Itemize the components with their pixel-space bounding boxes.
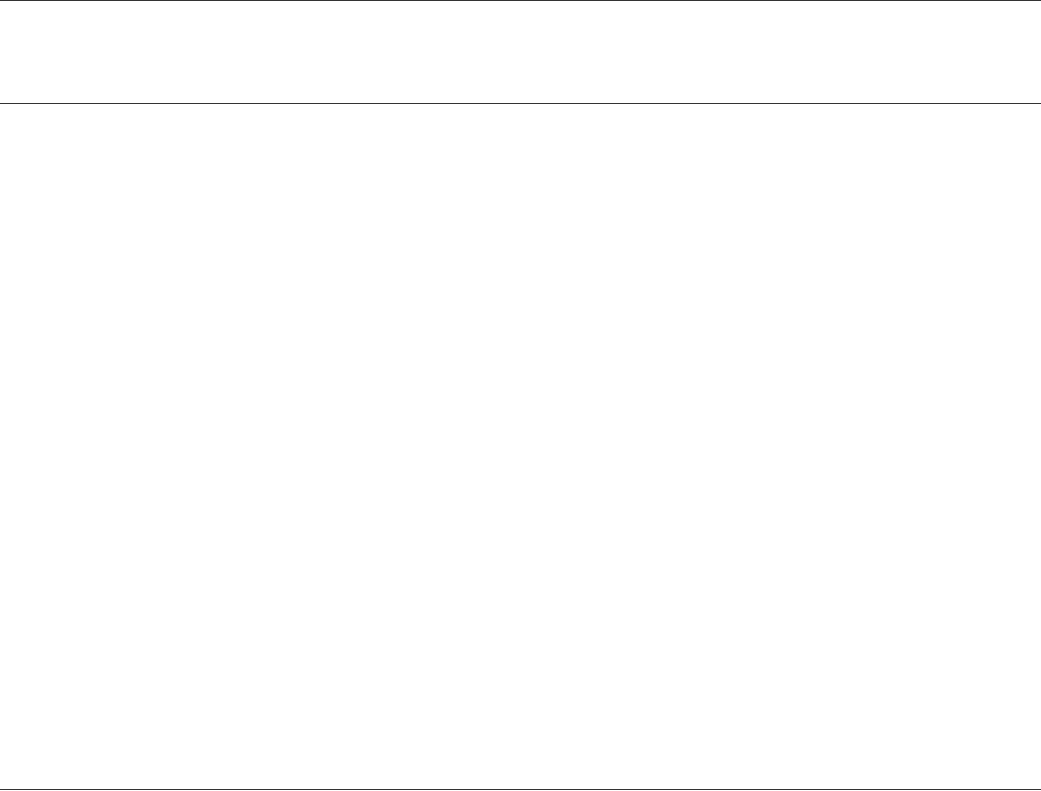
top-rule [0,0,1041,1]
header-rule [0,103,1041,104]
bottom-rule [0,789,1041,790]
